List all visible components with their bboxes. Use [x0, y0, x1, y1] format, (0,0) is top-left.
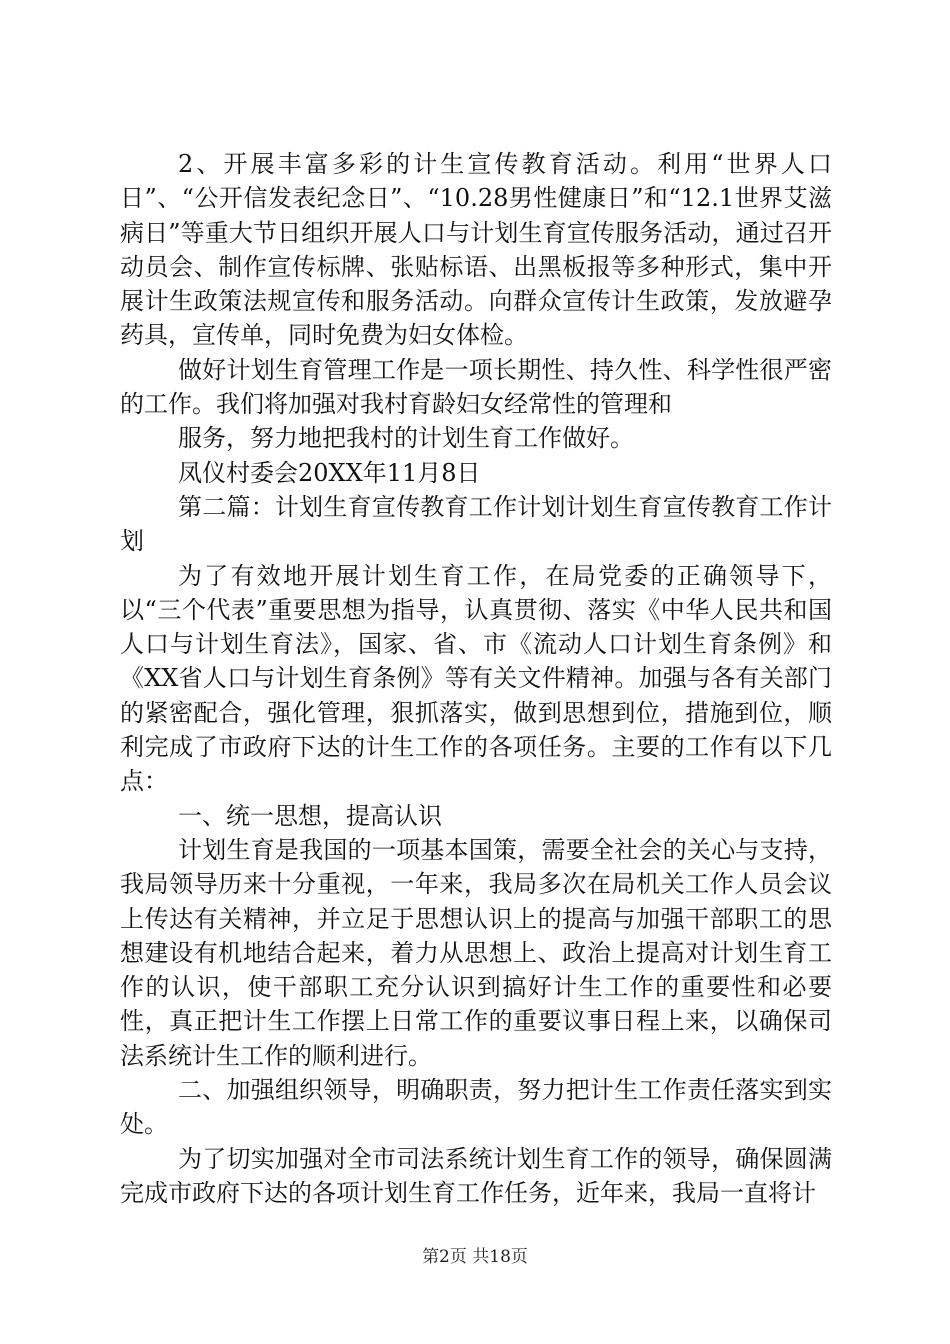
- paragraph-leadership-detail: 为了切实加强对全市司法系统计划生育工作的领导，确保圆满完成市政府下达的各项计划生育工作任务，近年来，我局一直将计: [120, 1144, 832, 1207]
- paragraph-service-continuation: 服务，努力地把我村的计划生育工作做好。: [178, 424, 634, 453]
- section-heading-second-part: 第二篇：计划生育宣传教育工作计划计划生育宣传教育工作计划: [120, 492, 832, 556]
- paragraph-publicity-activities: 2、开展丰富多彩的计生宣传教育活动。利用“世界人口日”、“公开信发表纪念日”、“10.28男性健康日”和“12.1世界艾滋病日”等重大节日组织开展人口与计划生育宣传服务活动，通过召开动员会、制作宣传标牌、张贴标语、出黑板报等多种形式，集中开展计生政策法规宣传和服务活动。向群众宣传计生政策，发放避孕药具，宣传单，同时免费为妇女体检。: [120, 150, 832, 350]
- subheading-unify-thinking: 一、统一思想，提高认识: [178, 801, 442, 830]
- paragraph-signature-date: 凤仪村委会20XX年11月8日: [178, 458, 481, 487]
- paragraph-basic-policy: 计划生育是我国的一项基本国策，需要全社会的关心与支持，我局领导历来十分重视，一年来，我局多次在局机关工作人员会议上传达有关精神，并立足于思想认识上的提高与加强干部职工的思想建设有机地结合起来，着力从思想上、政治上提高对计划生育工作的认识，使干部职工充分认识到搞好计生工作的重要性和必要性，真正把计生工作摆上日常工作的重要议事日程上来，以确保司法系统计生工作的顺利进行。: [120, 835, 832, 1070]
- paragraph-management-work: 做好计划生育管理工作是一项长期性、持久性、科学性很严密的工作。我们将加强对我村育龄妇女经常性的管理和: [120, 355, 832, 419]
- subheading-strengthen-leadership: 二、加强组织领导，明确职责，努力把计生工作责任落实到实处。: [120, 1076, 832, 1139]
- paragraph-intro: 为了有效地开展计划生育工作，在局党委的正确领导下，以“三个代表”重要思想为指导，认真贯彻、落实《中华人民共和国人口与计划生育法》，国家、省、市《流动人口计划生育条例》和《XX省人口与计划生育条例》等有关文件精神。加强与各有关部门的紧密配合，强化管理，狠抓落实，做到思想到位，措施到位，顺利完成了市政府下达的计生工作的各项任务。主要的工作有以下几点：: [120, 561, 832, 796]
- page-number-footer: 第2页 共18页: [422, 1247, 528, 1267]
- document-body: [120, 147, 832, 1210]
